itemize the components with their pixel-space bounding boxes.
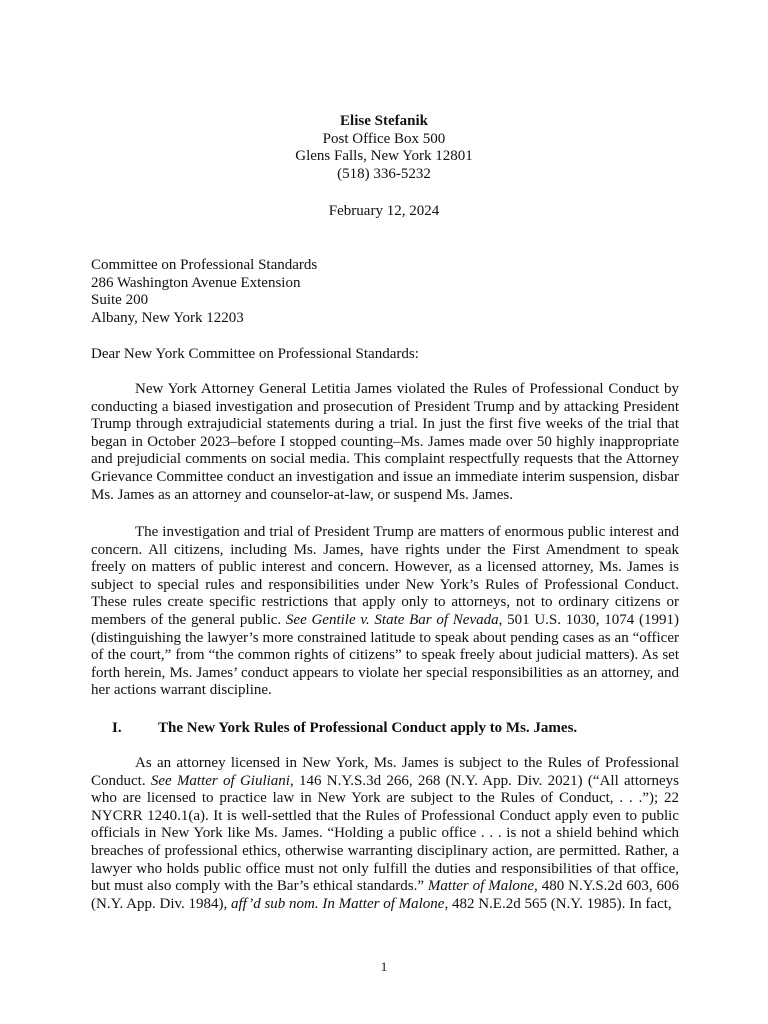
case-citation: See Gentile v. State Bar of Nevada [285,611,499,628]
paragraph-text: , 480 N.Y.S.2d 603, 606 (N.Y. App. Div. 1984), [91,878,679,912]
page-number: 1 [380,959,388,974]
recipient-line-2: 286 Washington Avenue Extension [91,274,301,291]
sender-name: Elise Stefanik [340,113,428,129]
sender-address-line-1: Post Office Box 500 [322,130,446,147]
case-citation: See Matter of Giuliani [150,772,290,789]
paragraph-text: , 482 N.E.2d 565 (N.Y. 1985). In fact, [444,895,672,912]
recipient-line-1: Committee on Professional Standards [91,257,318,273]
paragraph-rules-apply [91,755,679,913]
letter-date: February 12, 2024 [328,203,440,219]
sender-address-line-2: Glens Falls, New York 12801 [295,148,473,165]
salutation: Dear New York Committee on Professional Standards: [91,346,419,362]
section-title: The New York Rules of Professional Conduct apply to Ms. James. [158,720,578,736]
paragraph-text: As an attorney licensed in New York, Ms. James is subject to the Rules of Professional Conduct. [91,755,679,789]
paragraph-text: , 146 N.Y.S.3d 266, 268 (N.Y. App. Div. 2021) (“All attorneys who are licensed to practice law in New York are subject to the Rules of Conduct, . . .”); 22 NYCRR 1240.1(a). It is well-settled that the Rules of Professional Conduct apply even to public officials in New York like Ms. James. “Holding a public office . . . is not a shield behind which breaches of professional ethics, otherwise warranting disciplinary action, are permitted. Rather, a lawyer who holds public office must not only fulfill the duties and responsibilities of that office, but must also comply with the Bar’s ethical standards.” [91,772,679,895]
section-heading [112,720,712,738]
paragraph-intro: New York Attorney General Letitia James violated the Rules of Professional Conduct by conducting a biased investigation and prosecution of President Trump and by attacking President Trump through extrajudicial statements during a trial. In just the first five weeks of the trial that began in October 2023–before I stopped counting–Ms. James made over 50 highly inappropriate and prejudicial comments on social media. This complaint respectfully requests that the Attorney Grievance Committee conduct an investigation and issue an immediate interim suspension, disbar Ms. James as an attorney and counselor-at-law, or suspend Ms. James. [91,381,679,503]
paragraph-first-amendment [91,524,679,700]
recipient-line-3: Suite 200 [91,292,149,309]
recipient-block [91,257,691,327]
case-citation: aff’d sub nom. In Matter of Malone [231,895,445,912]
sender-phone: (518) 336-5232 [337,165,431,182]
case-citation: Matter of Malone [427,878,535,895]
section-number: I. [112,720,122,736]
paragraph-text: The investigation and trial of President Trump are matters of enormous public interest and concern. All citizens, including Ms. James, have rights under the First Amendment to speak freely on matters of public interest and concern. However, as a licensed attorney, Ms. James is subject to special rules and responsibilities under New York’s Rules of Professional Conduct. These rules create specific restrictions that apply only to attorneys, not to ordinary citizens or members of the general public. [91,524,679,628]
letterhead [0,113,768,183]
recipient-line-4: Albany, New York 12203 [91,309,244,326]
paragraph-text: , 501 U.S. 1030, 1074 (1991) (distinguishing the lawyer’s more constrained latitude to speak about pending cases as an “officer of the court,” from “the common rights of citizens” to speak freely about judicial matters). As set forth herein, Ms. James’ conduct appears to violate her special responsibilities as an attorney, and her actions warrant discipline. [91,611,679,699]
